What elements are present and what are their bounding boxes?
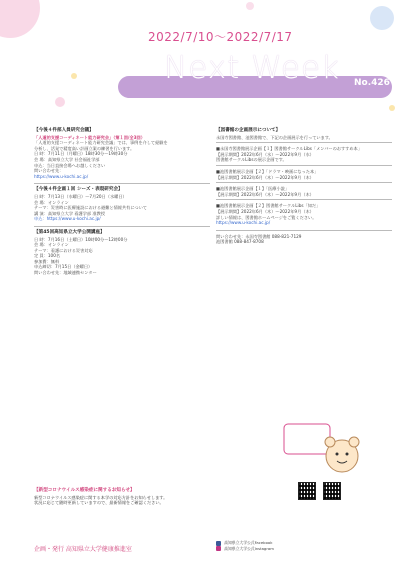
section-subtitle: 「人道的支援コーディネート能力研究会」（第１回/全3回） [34, 134, 145, 140]
section-line: 日 時：7月11日（月曜日）18時30分～19時30分 [34, 151, 128, 157]
page-title: Next Week [164, 50, 341, 86]
mascot-illustration [282, 418, 362, 480]
section-seeds-meeting [34, 187, 210, 222]
section-link[interactable]: https://www.u-kochi.ac.jp/ [216, 220, 271, 226]
section-line: 【展示期間】2022年6月（木）～2022年9月（木） [216, 208, 314, 214]
divider [34, 183, 210, 184]
qr-codes [296, 482, 341, 504]
section-line: 【展示期間】2022年6月（水）～2022年9月（水） [216, 151, 314, 157]
section-line: 参加費：無料 [34, 258, 60, 264]
section-line: 【展示期間】2022年6月（木）～2022年9月（木） [216, 191, 314, 197]
section-title: 【図書館の企画展示について】 [216, 128, 281, 133]
section-line: 問い合わせ先：地域連携センター [34, 270, 97, 276]
instagram-icon [216, 546, 221, 551]
section-line: テーマ：災害時に医療施設における避難と情報共有について [34, 205, 147, 211]
sns-item-instagram[interactable] [216, 546, 274, 552]
section-line: 分析し、活発で精度高い計画立案の練習を行います。 [34, 145, 135, 151]
section-title: 【第45回高知県立大学公開講座】 [34, 229, 105, 235]
publisher-footer [34, 544, 132, 553]
qr-code [298, 482, 316, 500]
divider [216, 142, 392, 143]
section-line: ■池図書館展示企画【１】「医療小説」 [216, 186, 290, 192]
section-line: ■池図書館展示企画【２】「ドラマ・映画になった本」 [216, 168, 319, 174]
section-line: 永国寺図書館、池図書館で、下記の企画展示を行っています。 [216, 134, 333, 140]
sns-label: 高知県立大学公式Facebook [224, 540, 273, 545]
section-line: 詳しい情報は、図書館ホームページをご覧ください。 [216, 214, 317, 220]
section-line: ■永国寺図書館展示企画【１】図書館サークルLibs「メンバーのおすすめ本」 [216, 146, 362, 152]
left-column [34, 128, 210, 280]
section-link[interactable]: 申込：https://www.u-kochi.ac.jp/ [34, 216, 101, 222]
footer-text: 企画・発行 高知県立大学健康推進室 [34, 546, 132, 553]
divider [216, 230, 392, 231]
section-line: 申込締切：7月15日（金曜日） [34, 264, 93, 270]
section-line: 図書館サークルLibsの展示企画です。 [216, 157, 287, 163]
section-line: 日 時：7月13日（水曜日）～7月20日（水曜日） [34, 193, 127, 199]
sns-links [216, 540, 274, 551]
section-line: ■池図書館展示企画【２】図書館サークルLibs「知だ」 [216, 203, 321, 209]
section-title: 【今後４件部人員研究会議】 [34, 128, 94, 133]
contact-line: 問い合わせ先：永国寺図書館 088-821-7129 [216, 233, 302, 239]
notice-title: 【新型コロナウイルス感染症に関するお知らせ】 [34, 488, 135, 493]
divider [216, 165, 392, 166]
qr-code [323, 482, 341, 500]
section-public-lecture [34, 230, 210, 276]
section-line: テーマ：看護における災害対応 [34, 247, 93, 253]
section-library-exhibit [216, 128, 392, 226]
notice-line: 新型コロナウイルス感染症に関する本学の対応方針をお知らせします。 [34, 494, 168, 500]
section-line: 【展示期間】2022年6月（木）～2022年9月（木） [216, 174, 314, 180]
divider [216, 199, 392, 200]
section-line: 日 時：7月16日（土曜日）10時00分～12時00分 [34, 236, 128, 242]
section-line: 会 場：オンライン [34, 199, 69, 205]
facebook-icon [216, 541, 221, 546]
section-line: 講 演：高知県立大学 看護学部 准教授 [34, 210, 105, 216]
section-line: 申込：当日直接会場へお越しください [34, 162, 106, 168]
section-line: 定 員：100名 [34, 253, 61, 259]
contact-line: 池図書館 088-847-8708 [216, 239, 264, 245]
section-line: 会 場：オンライン [34, 242, 69, 248]
section-line: 問い合わせ先： [34, 168, 64, 174]
section-research-meeting [34, 128, 210, 179]
notice-line: 状況に応じて随時更新していますので、最新情報をご確認ください。 [34, 500, 164, 506]
divider [216, 182, 392, 183]
section-title: 【今後４件企画１回 シーズ・表現研究会】 [34, 187, 123, 193]
covid-notice [34, 488, 210, 506]
section-line: 「人道的支援コーディネート能力研究会議」では、事例を介して経験を [34, 140, 168, 146]
right-column [216, 128, 392, 245]
sns-label: 高知県立大学公式Instagram [224, 545, 274, 551]
section-link[interactable]: https://www.u-kochi.ac.jp/ [34, 173, 89, 179]
date-range: 2022/7/10～2022/7/17 [148, 30, 293, 44]
header [120, 24, 390, 98]
divider [34, 226, 210, 227]
issue-number: No.426 [354, 78, 390, 88]
section-line: 会 場：高知県立大学 社会福祉学部 [34, 156, 100, 162]
